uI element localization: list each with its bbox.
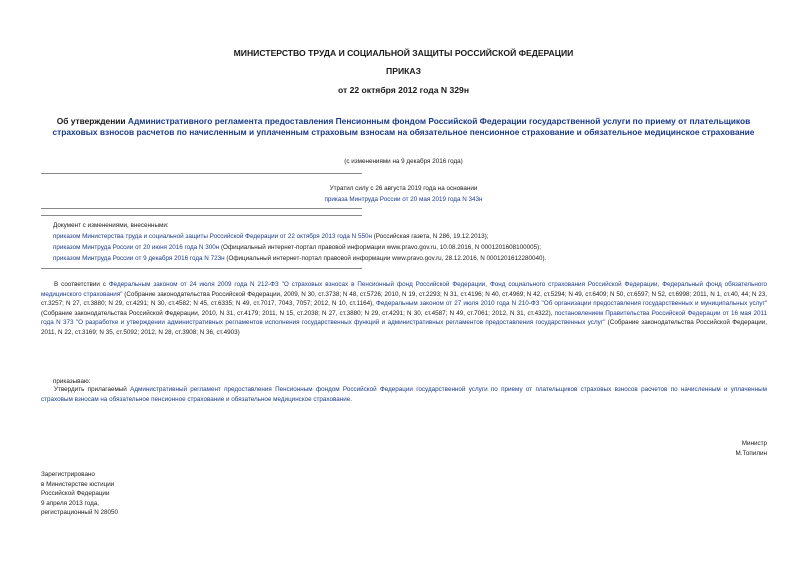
change-link[interactable]: приказом Минтруда России от 20 июня 2016 года N 300н	[53, 244, 220, 251]
change-item	[53, 254, 773, 264]
order-paragraph	[41, 385, 767, 404]
basis-text: В соответствии с	[54, 281, 109, 288]
lost-force-text: Утратил силу с 26 августа 2019 года на основании	[329, 185, 478, 192]
title-regulation-link[interactable]: Административного регламента предоставления Пенсионным фондом Российской Федерации государственной услуги по приему от плательщиков страховых взносов расчетов по начисленным и уплаченным страховым взносам на обязательное пенсионное страхование и обязательное медицинское страхование	[52, 116, 755, 137]
divider	[41, 173, 362, 174]
title-prefix: Об утверждении	[56, 116, 128, 126]
basis-text: (Собрание законодательства Российской Федерации, 2010, N 31, ст.4179; 2011, N 15, ст.2038; N 27, ст.3880; N 29, ст.4291; N 30, ст.4587; N 49, ст.7061; 2012, N 31, ст.4322),	[41, 309, 555, 317]
registration-block	[41, 470, 118, 518]
regulation-link[interactable]: Административный регламент предоставления Пенсионным фондом Российской Федерации государственной услуги по приему от плательщиков страховых взносов расчетов по начисленным и уплаченным страховым взносам на обязательное пенсионное страхование и обязательное медицинское страхование	[41, 386, 767, 403]
law-210-link[interactable]: Федеральным законом от 27 июля 2010 года N 210-ФЗ "Об организации предоставления государственных и муниципальных услуг"	[376, 300, 767, 307]
signature-name: М.Топилин	[735, 450, 767, 457]
doc-type-heading: ПРИКАЗ	[386, 66, 421, 76]
order-text: .	[350, 395, 353, 403]
document-title	[0, 116, 807, 138]
change-source: (Официальный интернет-портал правовой информации www.pravo.gov.ru, 10.08.2016, N 0001201608100005);	[219, 244, 541, 251]
divider	[41, 215, 362, 216]
order-text: Утвердить прилагаемый	[54, 386, 131, 393]
registration-line: регистрационный N 28050	[41, 509, 119, 516]
divider	[41, 208, 362, 209]
date-number-heading: от 22 октября 2012 года N 329н	[337, 85, 470, 95]
registration-line: 9 апреля 2013 года,	[41, 499, 99, 507]
ministry-heading: МИНИСТЕРСТВО ТРУДА И СОЦИАЛЬНОЙ ЗАЩИТЫ РОССИЙСКОЙ ФЕДЕРАЦИИ	[233, 48, 574, 58]
basis-text: (Собрание законодательства Российской Федерации, 2009, N 30, ст.3738; N 48, ст.5726; 2010, N 19, ст.2293; N 31, ст.4196; N 40, ст.4969; N 42, ст.5294; N 49, ст.6409; N 50, ст.6597; N 52, ст.6998; 2011, N 1, ст.40, 44; N 23, ст.3257; N 27, ст.3880; N 29, ст.4291; N 30, ст.4582; N 45, ст.6335; N 49, ст.7017, 7043, 7057; 2012, N 10, ст.1164),	[41, 290, 767, 307]
registration-line: в Министерстве юстиции	[41, 480, 115, 488]
divider	[41, 268, 362, 269]
signature-position: Министр	[741, 440, 767, 447]
change-link[interactable]: приказом Минтруда России от 9 декабря 2016 года N 723н	[53, 255, 225, 262]
resolution-373-link[interactable]: постановлением Правительства Российской Федерации от 16 мая 2011 года N 373 "О разработке и утверждении административных регламентов исполнения государственных функций и административных регламентов предоставления государственных услуг"	[41, 309, 768, 326]
registration-line: Российской Федерации	[41, 490, 110, 497]
change-source: (Российская газета, N 286, 19.12.2013);	[371, 233, 489, 240]
order-word: приказываю:	[53, 378, 91, 385]
change-source: (Официальный интернет-портал правовой информации www.pravo.gov.ru, 28.12.2016, N 0001201612280040).	[224, 255, 547, 262]
basis-paragraph	[41, 280, 767, 337]
basis-text: (Собрание законодательства Российской Федерации, 2011, N 22, ст.3169; N 35, ст.5092; 2012, N 28, ст.3908; N 36, ст.4903)	[41, 319, 767, 336]
registration-line: Зарегистрировано	[41, 471, 95, 478]
amendment-note: (с изменениями на 9 декабря 2016 года)	[344, 158, 463, 165]
lost-force-link[interactable]: приказа Минтруда России от 20 мая 2019 года N 343н	[324, 196, 483, 203]
change-item	[53, 243, 773, 253]
change-item	[53, 232, 773, 242]
law-212-link[interactable]: Федеральным законом от 24 июля 2009 года N 212-ФЗ "О страховых взносах в Пенсионный фонд Российской Федерации, Фонд социального страхования Российской Федерации, Федеральный фонд обязательного медицинского страхования"	[41, 281, 767, 298]
changes-intro: Документ с изменениями, внесенными:	[53, 222, 169, 229]
change-link[interactable]: приказом Министерства труда и социальной защиты Российской Федерации от 22 октября 2013 года N 550н	[53, 233, 372, 240]
